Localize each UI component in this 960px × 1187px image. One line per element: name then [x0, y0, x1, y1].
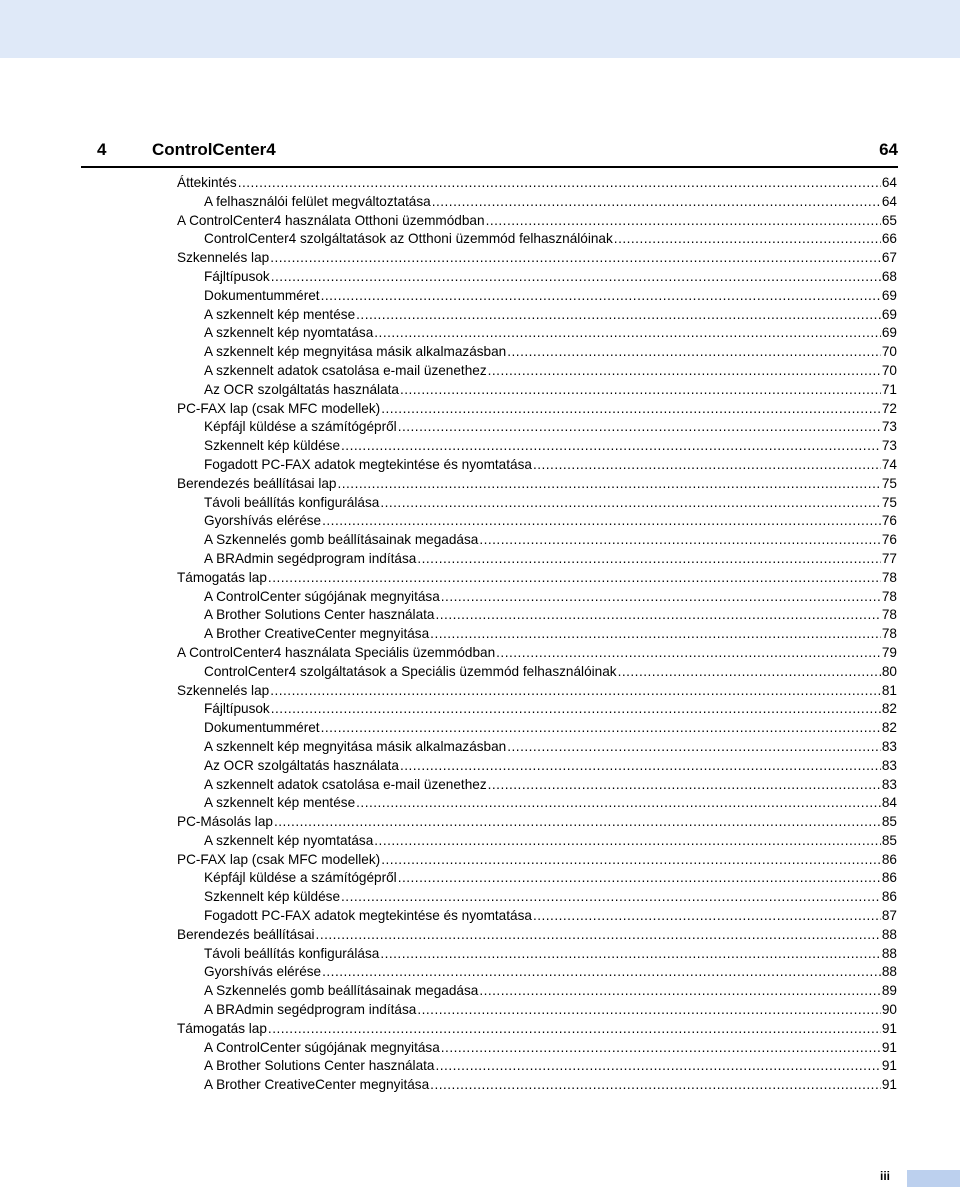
toc-entry-title: Szkennelés lap — [177, 250, 270, 266]
toc-entry-page: 73 — [881, 419, 897, 435]
toc-dot-leader — [432, 193, 881, 212]
toc-entry-title: Támogatás lap — [177, 1020, 267, 1036]
toc-entry-title: Szkennelés lap — [177, 682, 270, 698]
toc-entry-title: A szkennelt kép nyomtatása — [204, 325, 374, 341]
toc-entry-title: A ControlCenter4 használata Otthoni üzemmódban — [177, 212, 485, 228]
toc-entry-page: 78 — [881, 588, 897, 604]
toc-dot-leader — [435, 606, 880, 625]
toc-dot-leader — [374, 324, 881, 343]
toc-entry[interactable] — [177, 832, 897, 851]
toc-entry-page: 67 — [881, 250, 897, 266]
toc-dot-leader — [380, 494, 881, 513]
toc-entry-page: 74 — [881, 456, 897, 472]
toc-dot-leader — [356, 794, 881, 813]
toc-entry-title: ControlCenter4 szolgáltatások az Otthoni üzemmód felhasználóinak — [204, 231, 613, 247]
toc-entry-page: 89 — [881, 983, 897, 999]
toc-entry-page: 66 — [881, 231, 897, 247]
toc-entry-title: A szkennelt kép mentése — [204, 795, 356, 811]
toc-entry-title: Az OCR szolgáltatás használata — [204, 757, 399, 773]
toc-dot-leader — [337, 475, 880, 494]
table-of-contents — [177, 174, 897, 1095]
toc-entry[interactable] — [177, 230, 897, 249]
toc-entry[interactable] — [177, 1076, 897, 1095]
toc-entry-page: 88 — [881, 926, 897, 942]
toc-entry-title: Szkennelt kép küldése — [204, 438, 341, 454]
toc-dot-leader — [271, 700, 881, 719]
toc-entry[interactable] — [177, 268, 897, 287]
toc-entry-title: Támogatás lap — [177, 569, 267, 585]
toc-entry-page: 65 — [881, 212, 897, 228]
toc-dot-leader — [533, 456, 881, 475]
toc-dot-leader — [270, 682, 881, 701]
toc-dot-leader — [322, 963, 881, 982]
toc-dot-leader — [271, 268, 881, 287]
toc-entry-page: 78 — [881, 607, 897, 623]
toc-entry-page: 78 — [881, 569, 897, 585]
toc-entry[interactable] — [177, 381, 897, 400]
toc-entry-title: A felhasználói felület megváltoztatása — [204, 193, 431, 209]
toc-dot-leader — [488, 362, 881, 381]
toc-entry[interactable] — [177, 475, 897, 494]
toc-entry[interactable] — [177, 1001, 897, 1020]
toc-entry[interactable] — [177, 588, 897, 607]
toc-dot-leader — [496, 644, 881, 663]
chapter-number: 4 — [97, 140, 107, 159]
toc-dot-leader — [533, 907, 881, 926]
toc-dot-leader — [618, 663, 881, 682]
toc-entry-page: 76 — [881, 513, 897, 529]
toc-entry[interactable] — [177, 1020, 897, 1039]
toc-dot-leader — [430, 625, 881, 644]
toc-dot-leader — [238, 174, 881, 193]
toc-dot-leader — [341, 888, 881, 907]
toc-entry[interactable] — [177, 569, 897, 588]
toc-dot-leader — [614, 230, 881, 249]
page-number: iii — [880, 1169, 891, 1183]
toc-entry[interactable] — [177, 324, 897, 343]
toc-entry-title: Távoli beállítás konfigurálása — [204, 945, 380, 961]
toc-entry-page: 70 — [881, 362, 897, 378]
toc-entry-page: 75 — [881, 494, 897, 510]
toc-entry-title: A BRAdmin segédprogram indítása — [204, 550, 417, 566]
toc-entry-page: 84 — [881, 795, 897, 811]
toc-entry-title: A Brother Solutions Center használata — [204, 1058, 435, 1074]
toc-entry[interactable] — [177, 851, 897, 870]
toc-dot-leader — [270, 249, 881, 268]
toc-entry-title: Szkennelt kép küldése — [204, 889, 341, 905]
toc-entry-page: 85 — [881, 832, 897, 848]
toc-entry-title: Képfájl küldése a számítógépről — [204, 870, 397, 886]
toc-entry-title: A BRAdmin segédprogram indítása — [204, 1002, 417, 1018]
toc-entry-page: 82 — [881, 701, 897, 717]
toc-dot-leader — [268, 569, 881, 588]
toc-entry-page: 83 — [881, 738, 897, 754]
toc-entry-page: 80 — [881, 663, 897, 679]
toc-entry[interactable] — [177, 926, 897, 945]
toc-entry-page: 76 — [881, 532, 897, 548]
toc-entry-title: PC-Másolás lap — [177, 814, 273, 830]
toc-entry-title: A Szkennelés gomb beállításainak megadása — [204, 532, 479, 548]
toc-entry-title: A szkennelt kép nyomtatása — [204, 832, 374, 848]
toc-dot-leader — [356, 306, 881, 325]
toc-entry-title: Gyorshívás elérése — [204, 513, 322, 529]
toc-entry-title: Berendezés beállításai lap — [177, 475, 337, 491]
toc-entry-title: Áttekintés — [177, 175, 237, 190]
toc-entry[interactable] — [177, 456, 897, 475]
toc-dot-leader — [381, 851, 881, 870]
toc-entry[interactable] — [177, 606, 897, 625]
toc-entry[interactable] — [177, 418, 897, 437]
toc-entry[interactable] — [177, 362, 897, 381]
toc-entry-title: Fogadott PC-FAX adatok megtekintése és nyomtatása — [204, 908, 532, 924]
toc-entry[interactable] — [177, 193, 897, 212]
toc-entry[interactable] — [177, 738, 897, 757]
toc-entry-title: Dokumentumméret — [204, 287, 320, 303]
toc-entry-title: Fogadott PC-FAX adatok megtekintése és nyomtatása — [204, 456, 532, 472]
toc-entry[interactable] — [177, 682, 897, 701]
toc-entry-title: PC-FAX lap (csak MFC modellek) — [177, 851, 381, 867]
toc-entry-title: A Szkennelés gomb beállításainak megadása — [204, 983, 479, 999]
toc-entry[interactable] — [177, 776, 897, 795]
toc-entry-page: 64 — [881, 175, 897, 190]
toc-entry-title: Berendezés beállításai — [177, 926, 315, 942]
toc-entry-page: 70 — [881, 344, 897, 360]
toc-dot-leader — [479, 531, 881, 550]
toc-entry[interactable] — [177, 550, 897, 569]
toc-entry[interactable] — [177, 888, 897, 907]
toc-dot-leader — [435, 1057, 880, 1076]
toc-entry-page: 69 — [881, 325, 897, 341]
toc-entry-page: 88 — [881, 964, 897, 980]
toc-dot-leader — [398, 418, 881, 437]
toc-dot-leader — [507, 343, 881, 362]
toc-entry[interactable] — [177, 494, 897, 513]
toc-entry[interactable] — [177, 174, 897, 193]
toc-dot-leader — [417, 1001, 881, 1020]
toc-entry-title: A szkennelt adatok csatolása e-mail üzenethez — [204, 776, 487, 792]
toc-entry-title: A szkennelt kép mentése — [204, 306, 356, 322]
toc-entry[interactable] — [177, 644, 897, 663]
toc-entry-title: Az OCR szolgáltatás használata — [204, 381, 399, 397]
toc-dot-leader — [486, 212, 881, 231]
toc-dot-leader — [398, 869, 881, 888]
toc-entry[interactable] — [177, 963, 897, 982]
toc-entry-page: 72 — [881, 400, 897, 416]
toc-entry-page: 75 — [881, 475, 897, 491]
toc-entry-page: 87 — [881, 908, 897, 924]
toc-entry-title: Fájltípusok — [204, 268, 270, 284]
toc-entry-title: Képfájl küldése a számítógépről — [204, 419, 397, 435]
toc-entry-page: 91 — [881, 1039, 897, 1055]
toc-dot-leader — [441, 1039, 881, 1058]
toc-entry-page: 91 — [881, 1058, 897, 1074]
toc-entry[interactable] — [177, 757, 897, 776]
toc-dot-leader — [268, 1020, 881, 1039]
chapter-page: 64 — [879, 140, 898, 159]
toc-entry[interactable] — [177, 813, 897, 832]
toc-dot-leader — [274, 813, 881, 832]
toc-entry-title: Fájltípusok — [204, 701, 270, 717]
toc-dot-leader — [381, 400, 881, 419]
toc-entry-page: 69 — [881, 287, 897, 303]
chapter-title: ControlCenter4 — [152, 140, 276, 159]
toc-entry-page: 71 — [881, 381, 897, 397]
toc-entry-page: 86 — [881, 851, 897, 867]
toc-entry[interactable] — [177, 306, 897, 325]
toc-entry-title: A szkennelt adatok csatolása e-mail üzenethez — [204, 362, 487, 378]
toc-entry[interactable] — [177, 794, 897, 813]
toc-entry[interactable] — [177, 437, 897, 456]
toc-dot-leader — [374, 832, 881, 851]
toc-entry-page: 64 — [881, 193, 897, 209]
toc-entry-title: A szkennelt kép megnyitása másik alkalmazásban — [204, 738, 507, 754]
toc-entry-page: 69 — [881, 306, 897, 322]
toc-entry-title: A ControlCenter súgójának megnyitása — [204, 1039, 440, 1055]
toc-entry-page: 86 — [881, 889, 897, 905]
toc-entry-title: A ControlCenter súgójának megnyitása — [204, 588, 440, 604]
toc-entry-page: 88 — [881, 945, 897, 961]
toc-entry[interactable] — [177, 343, 897, 362]
toc-entry[interactable] — [177, 1057, 897, 1076]
toc-entry[interactable] — [177, 700, 897, 719]
toc-entry-title: A szkennelt kép megnyitása másik alkalmazásban — [204, 344, 507, 360]
toc-dot-leader — [341, 437, 881, 456]
toc-entry-page: 78 — [881, 626, 897, 642]
toc-entry[interactable] — [177, 400, 897, 419]
toc-dot-leader — [400, 381, 881, 400]
footer-band — [907, 1170, 960, 1187]
toc-entry[interactable] — [177, 1039, 897, 1058]
toc-entry[interactable] — [177, 212, 897, 231]
toc-dot-leader — [316, 926, 881, 945]
toc-entry-page: 79 — [881, 644, 897, 660]
toc-dot-leader — [380, 945, 881, 964]
toc-entry-title: Dokumentumméret — [204, 720, 320, 736]
toc-entry[interactable] — [177, 625, 897, 644]
toc-entry-page: 91 — [881, 1020, 897, 1036]
toc-entry[interactable] — [177, 907, 897, 926]
toc-entry-page: 86 — [881, 870, 897, 886]
toc-entry-title: A Brother Solutions Center használata — [204, 607, 435, 623]
toc-dot-leader — [507, 738, 881, 757]
toc-dot-leader — [430, 1076, 881, 1095]
toc-entry-page: 77 — [881, 550, 897, 566]
toc-entry-page: 68 — [881, 268, 897, 284]
toc-entry[interactable] — [177, 663, 897, 682]
toc-dot-leader — [322, 512, 881, 531]
toc-entry[interactable] — [177, 531, 897, 550]
toc-entry-title: Távoli beállítás konfigurálása — [204, 494, 380, 510]
toc-entry[interactable] — [177, 982, 897, 1001]
toc-dot-leader — [488, 776, 881, 795]
toc-dot-leader — [417, 550, 881, 569]
toc-entry[interactable] — [177, 249, 897, 268]
toc-entry-title: ControlCenter4 szolgáltatások a Speciális üzemmód felhasználóinak — [204, 663, 617, 679]
toc-entry-title: Gyorshívás elérése — [204, 964, 322, 980]
toc-entry[interactable] — [177, 719, 897, 738]
toc-dot-leader — [479, 982, 881, 1001]
toc-dot-leader — [321, 719, 881, 738]
toc-entry-page: 82 — [881, 720, 897, 736]
toc-entry-page: 81 — [881, 682, 897, 698]
chapter-heading — [81, 130, 898, 168]
toc-entry[interactable] — [177, 287, 897, 306]
toc-entry-page: 73 — [881, 438, 897, 454]
toc-entry-page: 83 — [881, 757, 897, 773]
header-band — [0, 0, 960, 58]
toc-entry-page: 90 — [881, 1002, 897, 1018]
toc-entry-page: 91 — [881, 1077, 897, 1093]
toc-dot-leader — [400, 757, 881, 776]
toc-dot-leader — [441, 588, 881, 607]
toc-entry-title: A Brother CreativeCenter megnyitása — [204, 1077, 430, 1093]
toc-entry-title: PC-FAX lap (csak MFC modellek) — [177, 400, 381, 416]
toc-entry-title: A Brother CreativeCenter megnyitása — [204, 626, 430, 642]
toc-entry-title: A ControlCenter4 használata Speciális üzemmódban — [177, 644, 496, 660]
toc-entry[interactable] — [177, 512, 897, 531]
toc-entry[interactable] — [177, 869, 897, 888]
toc-dot-leader — [321, 287, 881, 306]
toc-entry-page: 85 — [881, 814, 897, 830]
toc-entry-page: 83 — [881, 776, 897, 792]
toc-entry[interactable] — [177, 945, 897, 964]
